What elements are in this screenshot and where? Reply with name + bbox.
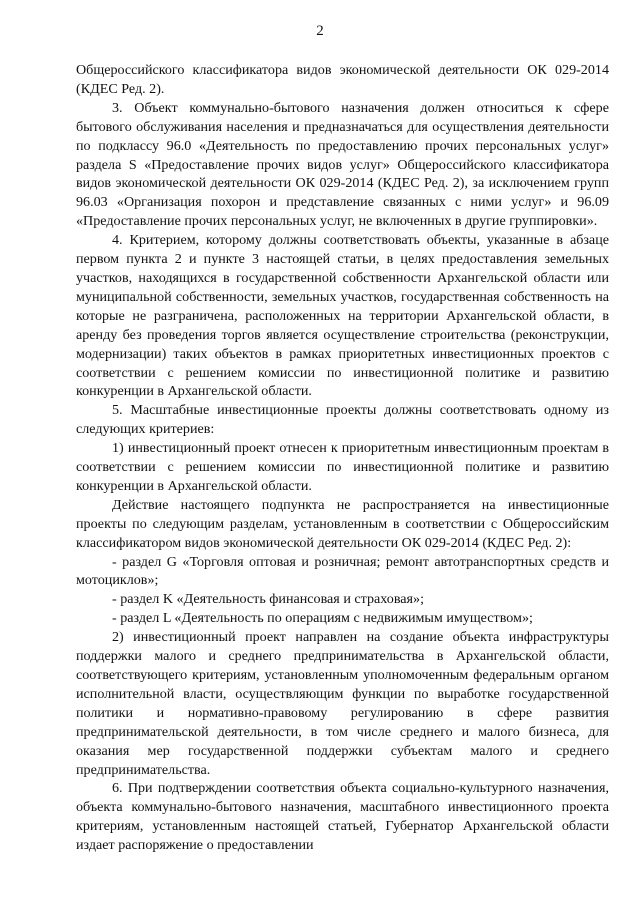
paragraph: - раздел K «Деятельность финансовая и страховая»; — [112, 591, 424, 608]
paragraph: - раздел G «Торговля оптовая и розничная; ремонт автотранспортных средств и мотоциклов»; — [76, 553, 609, 589]
document-body — [76, 61, 609, 855]
paragraph: Действие настоящего подпункта не распространяется на инвестиционные проекты по следующим разделам, установленным в соответствии с Общероссийским классификатором видов экономической деятельности ОК 029-2014 (КДЕС Ред. 2): — [76, 496, 609, 551]
paragraph: 1) инвестиционный проект отнесен к приоритетным инвестиционным проектам в соответствии с решением комиссии по инвестиционной политике и развитию конкуренции в Архангельской области. — [76, 440, 609, 494]
paragraph: 2) инвестиционный проект направлен на создание объекта инфраструктуры поддержки малого и среднего предпринимательства в Архангельской области, соответствующего критериям, установленным уполномоченным федеральным органом исполнительной власти, осуществляющим функции по выработке государственной политики и нормативно-правовому регулированию в сфере развития предпринимательской деятельности, в том числе среднего и малого бизнеса, для оказания мер государственной поддержки субъектам малого и среднего предпринимательства. — [76, 629, 609, 778]
paragraph: 4. Критерием, которому должны соответствовать объекты, указанные в абзаце первом пункта 2 и пункте 3 настоящей статьи, в целях предоставления земельных участков, находящихся в государственной собственности Архангельской области или муниципальной собственности, земельных участков, государственная собственность на которые не разграничена, расположенных на территории Архангельской области, в аренду без проведения торгов является осуществление строительства (реконструкции, модернизации) таких объектов в рамках приоритетных инвестиционных проектов с соответствии с решением комиссии по инвестиционной политике и развитию конкуренции в Архангельской области. — [76, 232, 609, 400]
paragraph: 5. Масштабные инвестиционные проекты должны соответствовать одному из следующих критериев: — [76, 402, 609, 438]
paragraph: 6. При подтверждении соответствия объекта социально-культурного назначения, объекта коммунально-бытового назначения, масштабного инвестиционного проекта критериям, установленным настоящей статьей, Губернатор Архангельской области издает распоряжение о предоставлении — [76, 780, 609, 854]
paragraph: 3. Объект коммунально-бытового назначения должен относиться к сфере бытового обслуживания населения и предназначаться для осуществления деятельности по подклассу 96.0 «Деятельность по предоставлению прочих персональных услуг» раздела S «Предоставление прочих видов услуг» Общероссийского классификатора видов экономической деятельности ОК 029-2014 (КДЕС Ред. 2), за исключением групп 96.03 «Организация похорон и представление связанных с ними услуг» и 96.09 «Предоставление прочих персональных услуг, не включенных в другие группировки». — [76, 99, 609, 230]
paragraph: Общероссийского классификатора видов экономической деятельности ОК 029-2014 (КДЕС Ред. 2). — [76, 62, 609, 97]
paragraph: - раздел L «Деятельность по операциям с недвижимым имуществом»; — [112, 610, 533, 627]
page-number: 2 — [316, 23, 324, 39]
